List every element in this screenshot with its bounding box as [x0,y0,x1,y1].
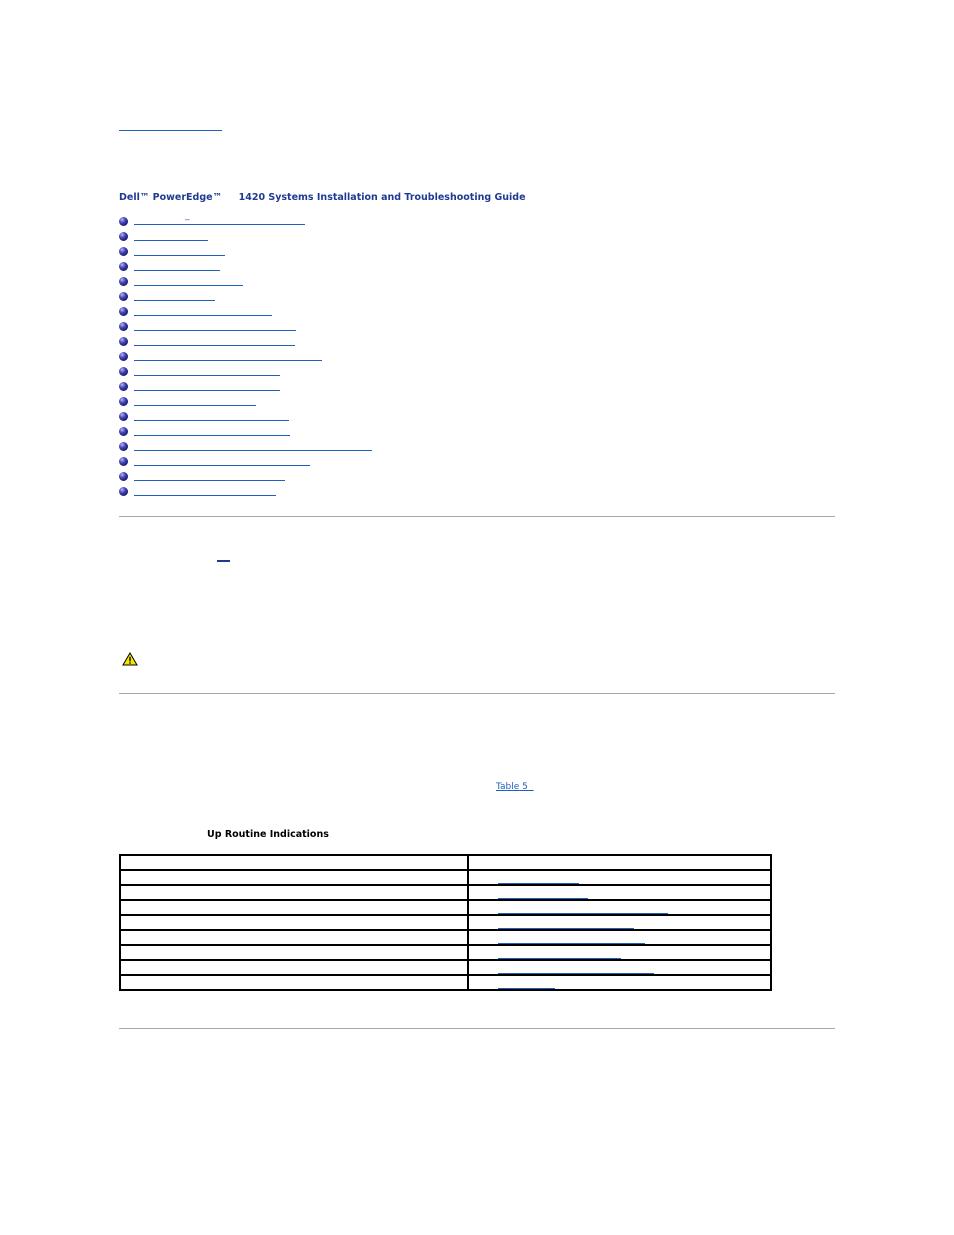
procedure-link[interactable] [498,943,645,944]
table-cell [120,975,468,990]
bullet-sphere-icon [119,367,128,376]
bullet-sphere-icon [119,262,128,271]
bullet-sphere-icon [119,307,128,316]
bullet-sphere-icon [119,457,128,466]
table-cell [120,855,468,870]
toc-link[interactable] [134,405,256,406]
section-anchor-marker[interactable] [217,560,230,562]
table-cell [468,915,771,930]
table-row [120,885,771,900]
toc-link[interactable] [134,360,322,361]
table-cell [120,870,468,885]
section-divider [119,1028,835,1029]
toc-link[interactable] [134,450,372,451]
toc-link[interactable] [134,315,272,316]
bullet-sphere-icon [119,412,128,421]
bullet-sphere-icon [119,427,128,436]
toc-link[interactable] [134,330,296,331]
procedure-link[interactable] [498,913,668,914]
table-cell [120,900,468,915]
table-cell [468,900,771,915]
table-cell [468,930,771,945]
table-cell [120,960,468,975]
bullet-sphere-icon [119,292,128,301]
table-row [120,975,771,990]
table-cell [468,885,771,900]
table-cell [468,870,771,885]
toc-link[interactable] [134,270,220,271]
toc-link[interactable] [134,390,280,391]
procedure-link[interactable] [498,958,621,959]
table-cell [468,855,771,870]
toc-link[interactable] [134,300,215,301]
table-cell [468,960,771,975]
toc-link[interactable] [134,465,310,466]
table-row [120,915,771,930]
table-row [120,930,771,945]
toc-link[interactable] [134,420,289,421]
bullet-sphere-icon [119,217,128,226]
bullet-sphere-icon [119,472,128,481]
bullet-sphere-icon [119,247,128,256]
toc-link[interactable] [134,285,243,286]
table-header-row [120,855,771,870]
section-divider [119,693,835,694]
table-cell [468,945,771,960]
table-row [120,870,771,885]
toc-link[interactable] [134,375,280,376]
toc-link[interactable] [134,435,290,436]
procedure-link[interactable] [498,883,579,884]
bullet-sphere-icon [119,442,128,451]
procedure-link[interactable] [498,988,555,989]
table-reference-link[interactable]: Table 5 [496,782,534,792]
toc-link[interactable] [134,224,305,225]
bullet-sphere-icon [119,487,128,496]
table-caption: Up Routine Indications [207,829,329,840]
procedure-link[interactable] [498,898,588,899]
table-cell [468,975,771,990]
table-row [120,900,771,915]
toc-link-glyph: _ [185,211,190,221]
startup-indications-table [119,854,772,991]
procedure-link[interactable] [498,928,634,929]
caution-triangle-icon [122,652,138,666]
bullet-sphere-icon [119,232,128,241]
procedure-link[interactable] [498,973,654,974]
table-cell [120,930,468,945]
table-row [120,960,771,975]
toc-link[interactable] [134,495,276,496]
table-row [120,945,771,960]
page-title: Dell™ PowerEdge™ 1420 Systems Installation and Troubleshooting Guide [119,192,526,203]
table-cell [120,915,468,930]
table-cell [120,885,468,900]
bullet-sphere-icon [119,337,128,346]
table-cell [120,945,468,960]
bullet-sphere-icon [119,322,128,331]
bullet-sphere-icon [119,382,128,391]
bullet-sphere-icon [119,277,128,286]
bullet-sphere-icon [119,397,128,406]
toc-link[interactable] [134,345,295,346]
top-link[interactable] [119,130,222,131]
section-divider [119,516,835,517]
toc-link[interactable] [134,480,285,481]
toc-link[interactable] [134,240,208,241]
toc-link[interactable] [134,255,225,256]
bullet-sphere-icon [119,352,128,361]
